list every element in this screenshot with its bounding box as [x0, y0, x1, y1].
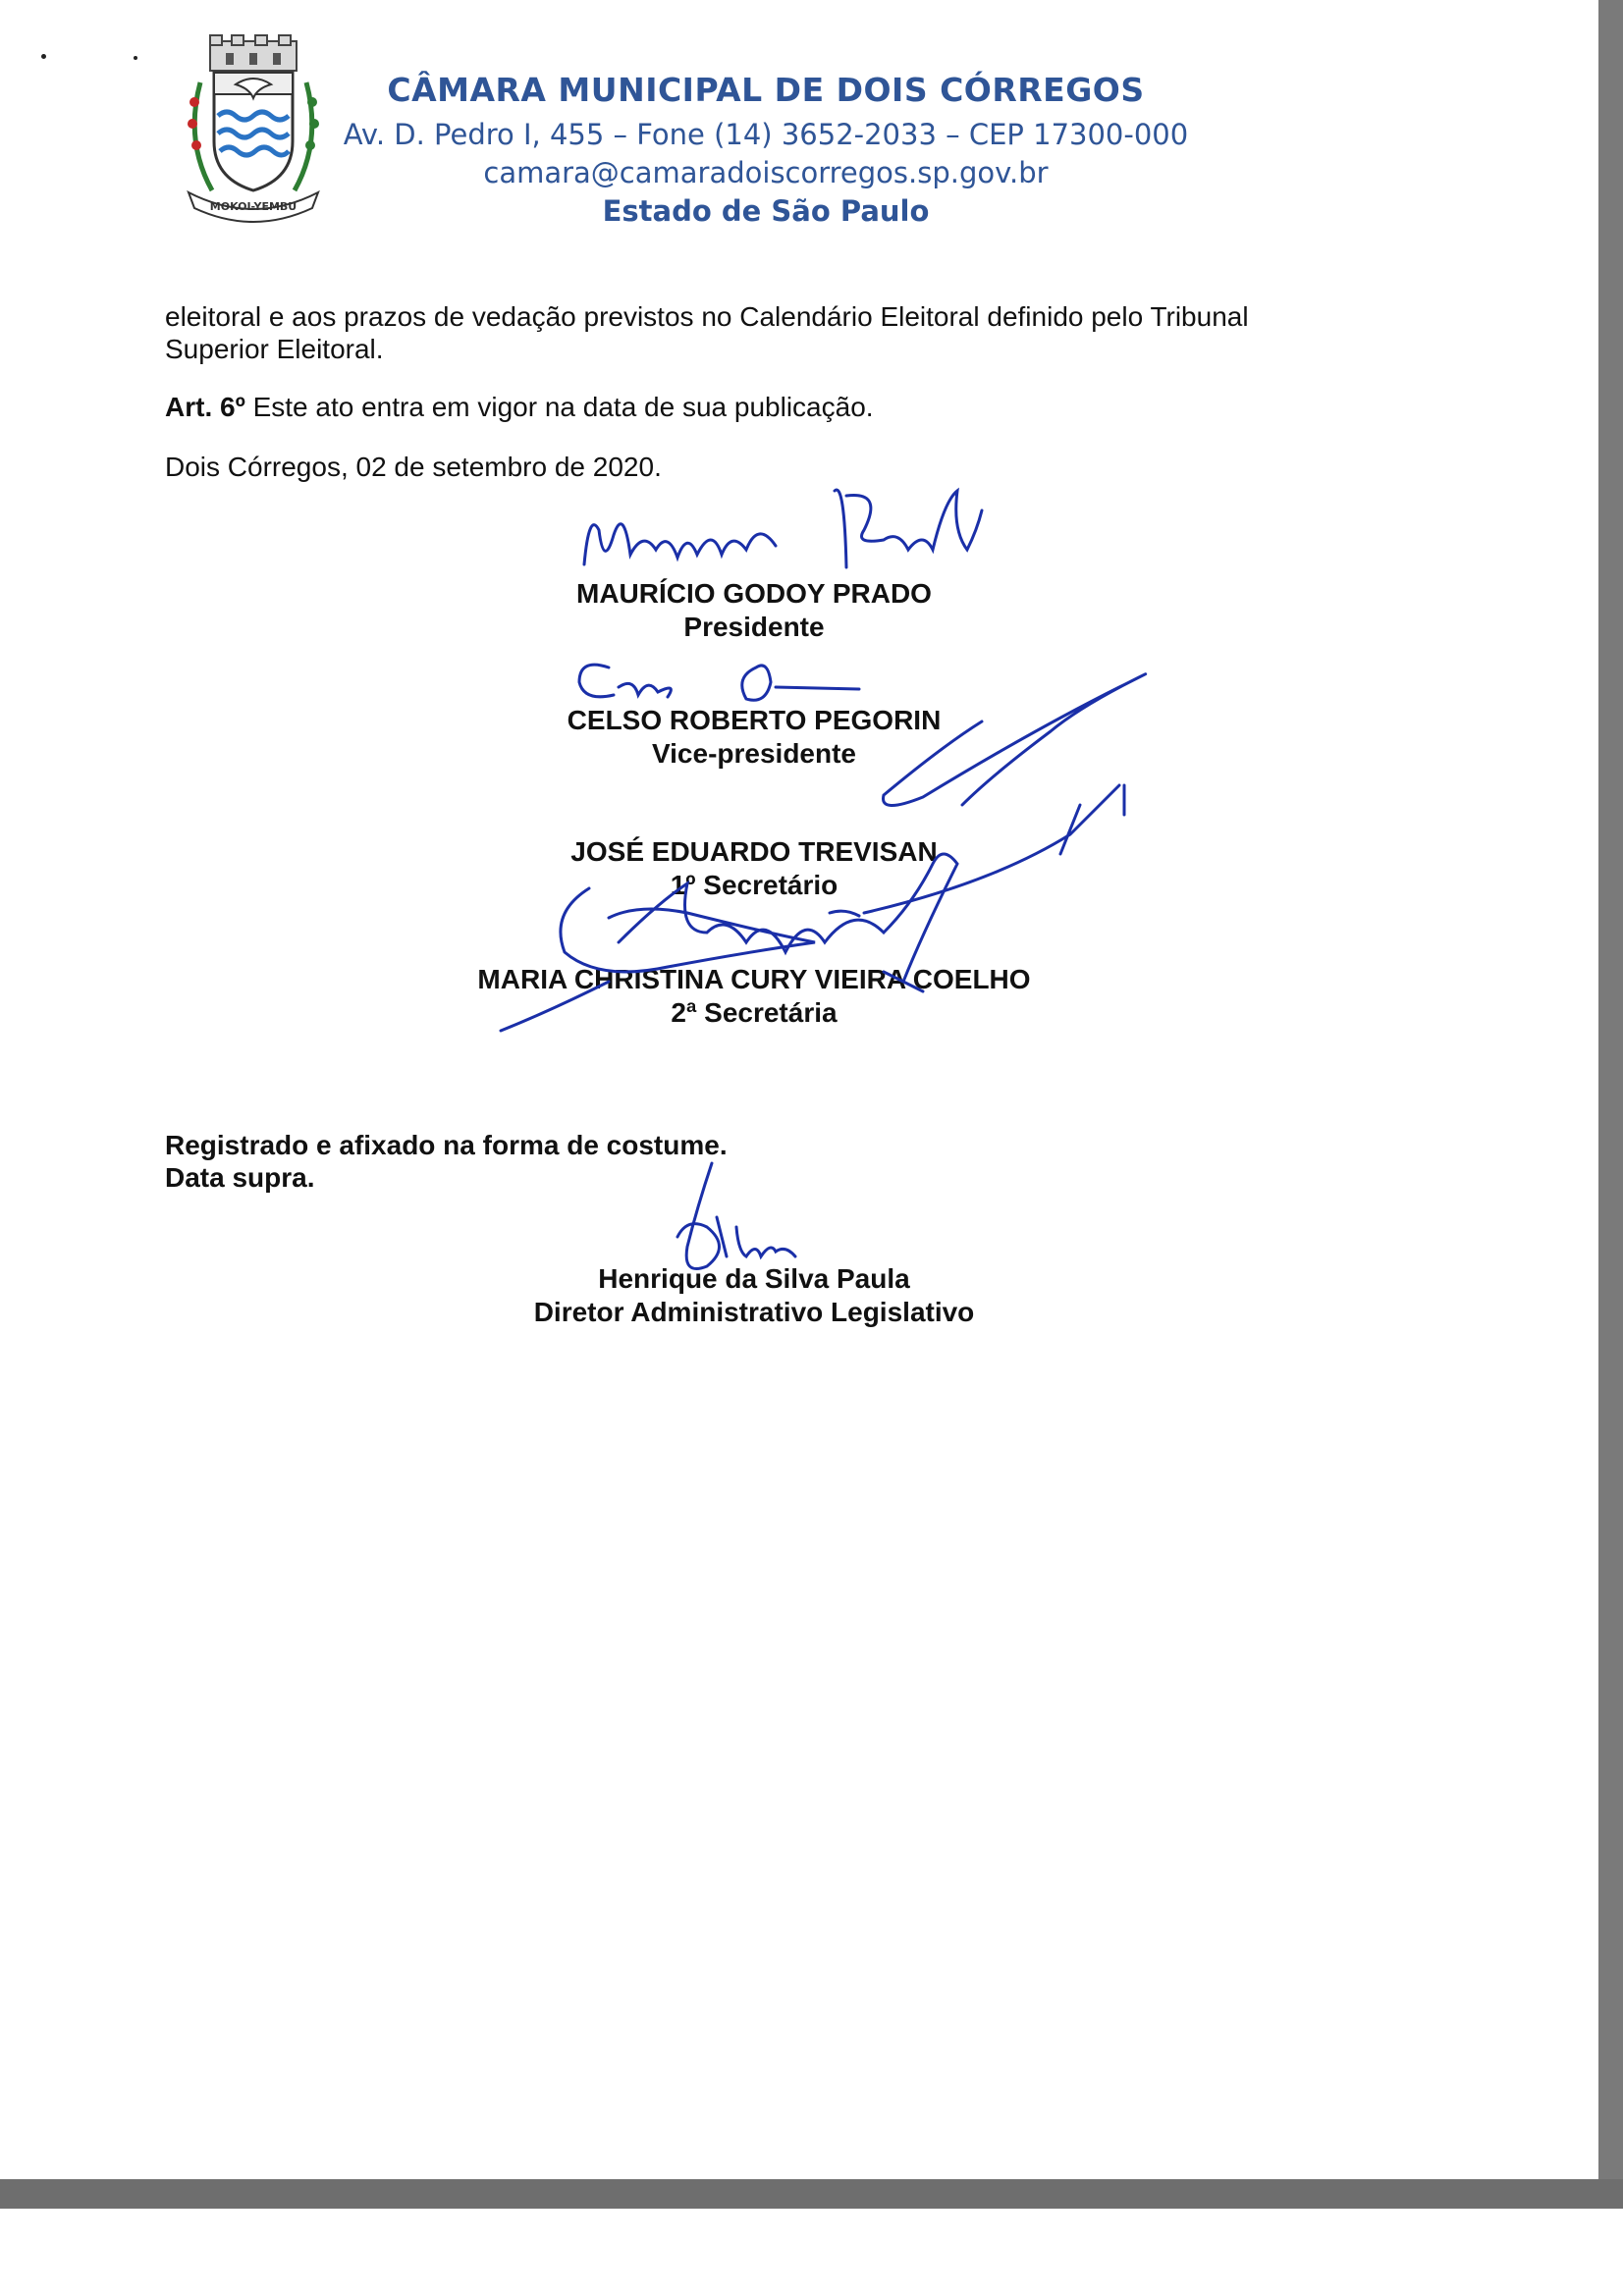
header-address: Av. D. Pedro I, 455 – Fone (14) 3652-2033 – CEP 17300-000 [343, 118, 1189, 151]
signatory-name: MARIA CHRISTINA CURY VIEIRA COELHO [477, 964, 1031, 994]
article-text: Este ato entra em vigor na data de sua publicação. [244, 392, 874, 422]
header-state: Estado de São Paulo [602, 194, 930, 228]
crest-motto: MOKOI-YEMBU [209, 200, 298, 213]
municipal-crest-logo [175, 33, 332, 226]
paragraph-line: Superior Eleitoral. [165, 334, 384, 364]
header-email: camara@camaradoiscorregos.sp.gov.br [483, 156, 1049, 189]
signatory-name: CELSO ROBERTO PEGORIN [567, 705, 942, 735]
article-6 [165, 391, 874, 423]
signatory-name: JOSÉ EDUARDO TREVISAN [570, 836, 938, 867]
scan-edge-bottom [0, 2179, 1623, 2209]
scan-speck [41, 54, 46, 59]
registration-line: Registrado e afixado na forma de costume. [165, 1130, 728, 1160]
scan-speck [134, 56, 137, 60]
header-title: CÂMARA MUNICIPAL DE DOIS CÓRREGOS [387, 71, 1145, 109]
signatory-role: Vice-presidente [651, 738, 857, 769]
signatory-role: 1º Secretário [670, 870, 839, 900]
signatory-role: Presidente [683, 612, 825, 642]
registration-line: Data supra. [165, 1162, 315, 1193]
paragraph-line: eleitoral e aos prazos de vedação previstos no Calendário Eleitoral definido pelo Tribunal [165, 301, 1249, 332]
date-line: Dois Córregos, 02 de setembro de 2020. [165, 452, 662, 482]
article-label: Art. 6º [165, 392, 245, 422]
signatory-role: 2ª Secretária [671, 997, 838, 1028]
signatory-name: MAURÍCIO GODOY PRADO [576, 578, 932, 609]
director-role: Diretor Administrativo Legislativo [533, 1297, 975, 1327]
director-name: Henrique da Silva Paula [598, 1263, 910, 1294]
scan-edge-right [1598, 0, 1623, 2209]
